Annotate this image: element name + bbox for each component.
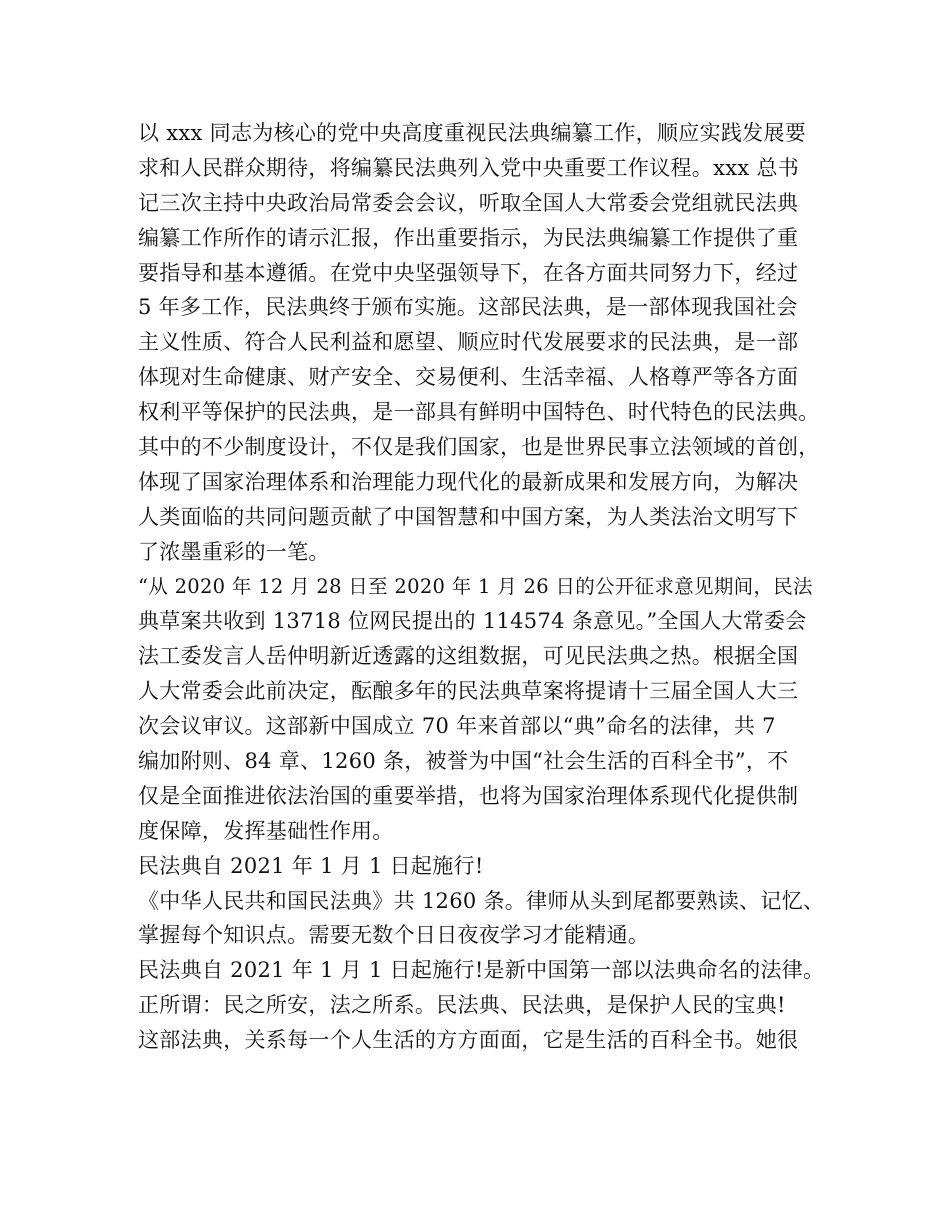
document-body [138,116,828,1058]
text-line: “从 2020 年 12 月 28 日至 2020 年 1 月 26 日的公开征求意见期间，民法 [138,574,813,598]
text-line: 人类面临的共同问题贡献了中国智慧和中国方案，为人类法治文明写下 [138,504,799,529]
text-line: 《中华人民共和国民法典》共 1260 条。律师从头到尾都要熟读、记忆、 [138,888,825,913]
text-line: 5 年多工作，民法典终于颁布实施。这部民法典，是一部体现我国社会 [138,295,798,320]
text-line: 体现了国家治理体系和治理能力现代化的最新成果和发展方向，为解决 [138,469,799,494]
text-line: 人大常委会此前决定，酝酿多年的民法典草案将提请十三届全国人大三 [138,679,799,704]
text-line: 了浓墨重彩的一笔。 [138,539,330,564]
text-line: 要指导和基本遵循。在党中央坚强领导下，在各方面共同努力下，经过 [138,260,799,285]
text-line: 这部法典，关系每一个人生活的方方面面，它是生活的百科全书。她很 [138,1028,799,1053]
text-line: 编纂工作所作的请示汇报，作出重要指示，为民法典编纂工作提供了重 [138,225,799,250]
text-line: 求和人民群众期待，将编纂民法典列入党中央重要工作议程。xxx 总书 [138,155,800,180]
text-line: 体现对生命健康、财产安全、交易便利、生活幸福、人格尊严等各方面 [138,365,799,390]
text-line: 民法典自 2021 年 1 月 1 日起施行! [138,853,484,878]
text-line: 权利平等保护的民法典，是一部具有鲜明中国特色、时代特色的民法典。 [138,400,820,425]
text-line: 编加附则、84 章、1260 条，被誉为中国“社会生活的百科全书”，不 [138,749,789,774]
text-line: 次会议审议。这部新中国成立 70 年来首部以“典”命名的法律，共 7 [138,714,776,739]
text-line: 民法典自 2021 年 1 月 1 日起施行!是新中国第一部以法典命名的法律。 [138,958,825,983]
text-line: 主义性质、符合人民利益和愿望、顺应时代发展要求的民法典，是一部 [138,330,799,355]
text-line: 掌握每个知识点。需要无数个日日夜夜学习才能精通。 [138,923,650,948]
text-line: 以 xxx 同志为核心的党中央高度重视民法典编纂工作，顺应实践发展要 [138,121,807,145]
text-line: 仅是全面推进依法治国的重要举措，也将为国家治理体系现代化提供制 [138,783,799,808]
text-line: 正所谓：民之所安，法之所系。民法典、民法典，是保护人民的宝典! [138,993,786,1018]
text-line: 记三次主持中央政治局常委会会议，听取全国人大常委会党组就民法典 [138,190,799,215]
text-line: 典草案共收到 13718 位网民提出的 114574 条意见。”全国人大常委会 [138,609,807,634]
text-line: 度保障，发挥基础性作用。 [138,818,394,843]
text-line: 法工委发言人岳仲明新近透露的这组数据，可见民法典之热。根据全国 [138,644,799,669]
text-line: 其中的不少制度设计，不仅是我们国家，也是世界民事立法领域的首创， [138,435,820,460]
